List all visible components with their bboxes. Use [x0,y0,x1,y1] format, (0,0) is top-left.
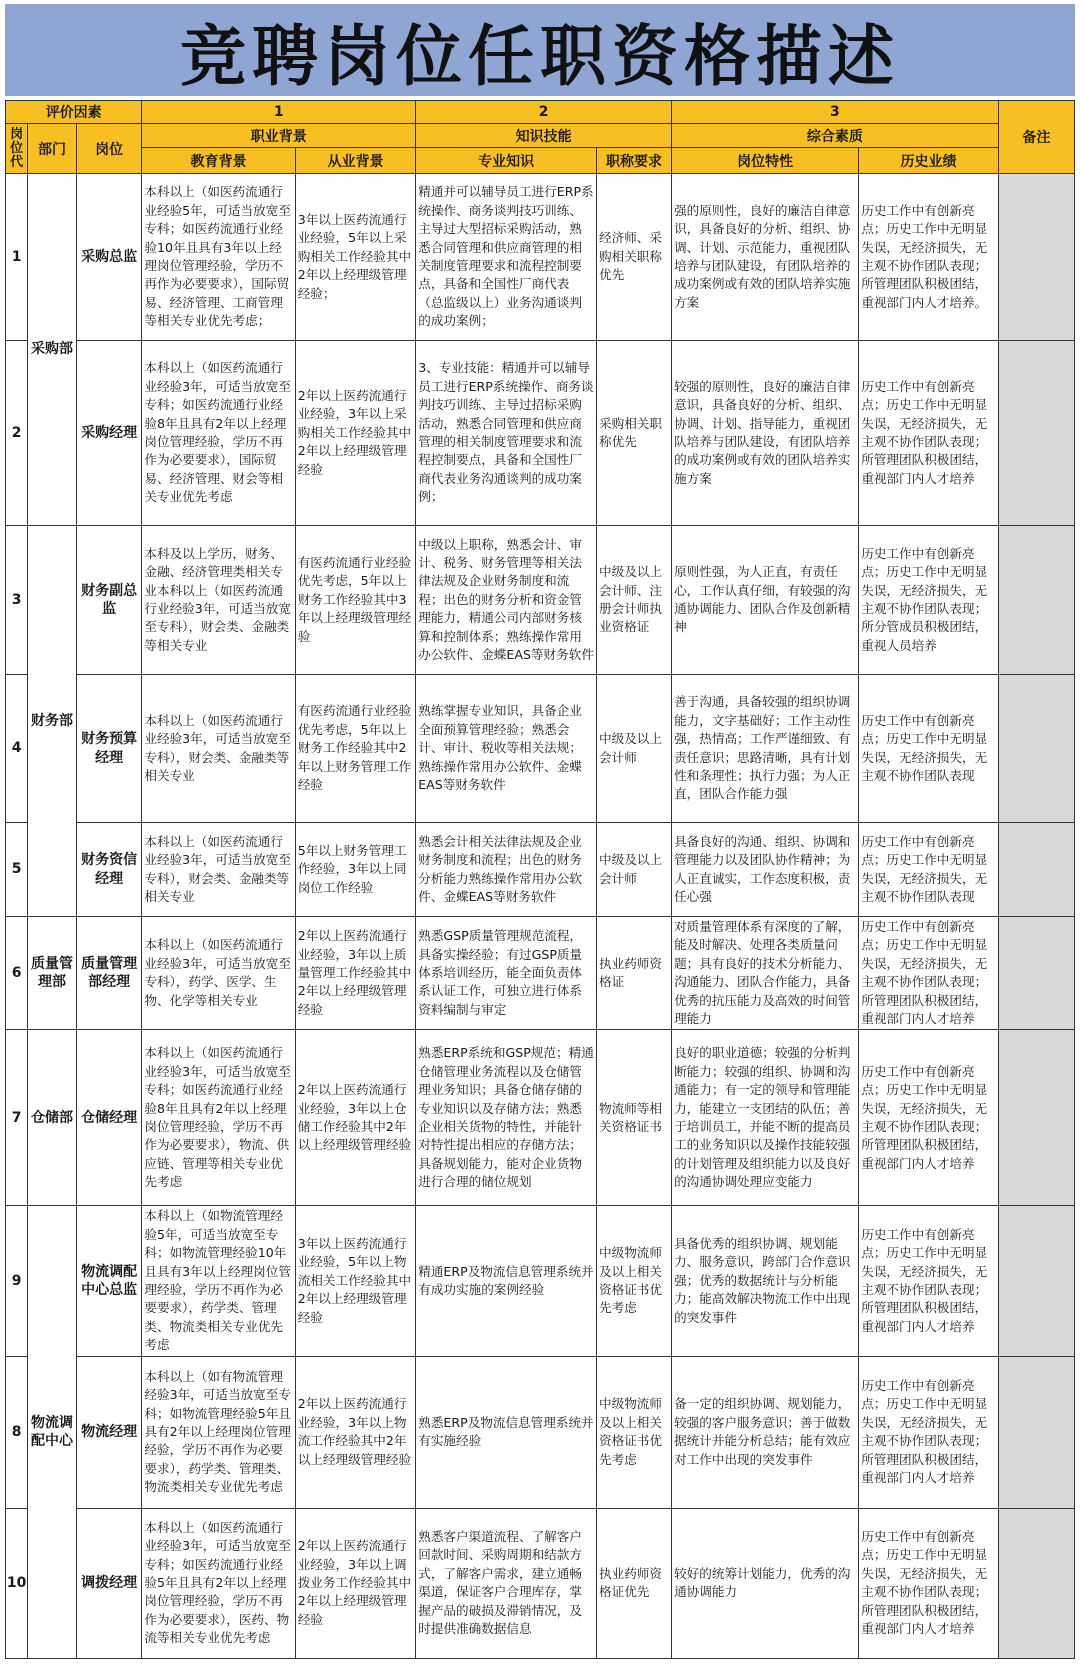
performance-cell: 历史工作中有创新亮点；历史工作中无明显失误，无经济损失，无主观不协作团队表现；所管理团队积极团结，重视部门内人才培养 [859,1030,999,1206]
education-cell: 本科以上（如医药流通行业经验5年，可适当放宽至专科；如医药流通行业经验10年且具有3年以上经理岗位管理经验，学历不再作为必要要求），国际贸易、经济管理、工商管理等相关专业优先考虑； [142,174,295,341]
col-education-header: 教育背景 [142,148,295,174]
title-banner [5,4,1075,96]
row-number: 10 [6,1508,28,1658]
table-row [6,1206,1075,1356]
performance-cell: 历史工作中有创新亮点；历史工作中无明显失误，无经济损失，无主观不协作团队表现；所管理团队积极团结，重视部门内人才培养 [859,1508,999,1658]
education-cell: 本科以上（如医药流通行业经验3年，可适当放宽至专科），财会类、金融类等相关专业 [142,823,295,917]
table-row [6,526,1075,675]
knowledge-cell: 熟悉会计相关法律法规及企业财务制度和流程；出色的财务分析能力熟练操作常用办公软件、金蝶EAS等财务软件 [416,823,597,917]
page-title: 竞聘岗位任职资格描述 [180,17,900,95]
cat-career-header: 职业背景 [142,124,416,148]
performance-cell: 历史工作中有创新亮点；历史工作中无明显失误，无经济损失，无主观不协作团队表现；所管理团队积极团结，重视部门内人才培养 [859,917,999,1030]
knowledge-cell: 中级以上职称，熟悉会计、审计、税务、财务管理等相关法律法规及企业财务制度和流程；出色的财务分析和资金管理能力，精通公司内部财务核算和控制体系；熟练操作常用办公软件、金蝶EAS等财务软件 [416,526,597,675]
performance-cell: 历史工作中有创新亮点；历史工作中无明显失误，无经济损失，无主观不协作团队表现；所管理团队积极团结，重视部门内人才培养 [859,1206,999,1356]
post-cell: 质量管理部经理 [76,917,142,1030]
remark-header: 备注 [998,101,1074,174]
education-cell: 本科以上（如有物流管理经验3年，可适当放宽至专科；如物流管理经验5年且具有2年以上经理岗位管理经验，学历不再作为必要要求），药学类、管理类、物流类相关专业优先考虑 [142,1356,295,1508]
experience-cell: 2年以上医药流通行业经验，3年以上采购相关工作经验其中2年以上经理级管理经验 [295,341,416,526]
title-requirement-cell: 执业药师资格证优先 [597,1508,672,1658]
knowledge-cell: 熟悉ERP系统和GSP规范；精通仓储管理业务流程以及仓储管理业务知识；具备仓储存储的专业知识以及存储方法；熟悉企业相关货物的特性，并能针对特性提出相应的存储方法；具备规划能力，能对企业货物进行合理的储位规划 [416,1030,597,1206]
remark-cell [998,174,1074,341]
dept-cell: 质量管理部 [28,917,77,1030]
experience-cell: 2年以上医药流通行业经验，3年以上物流工作经验其中2年以上经理级管理经验 [295,1356,416,1508]
table-row [6,1356,1075,1508]
post-cell: 物流调配中心总监 [76,1206,142,1356]
post-header: 岗位 [76,124,142,174]
knowledge-cell: 熟练掌握专业知识，具备企业全面预算管理经验；熟悉会计、审计、税收等相关法规；熟练操作常用办公软件、金蝶EAS等财务软件 [416,675,597,823]
trait-cell: 备一定的组织协调、规划能力，较强的客户服务意识；善于做数据统计并能分析总结；能有效应对工作中出现的突发事件 [672,1356,859,1508]
dept-cell: 财务部 [28,526,77,917]
remark-cell [998,1030,1074,1206]
row-number: 2 [6,341,28,526]
title-requirement-cell: 中级物流师及以上相关资格证书优先考虑 [597,1206,672,1356]
post-cell: 采购经理 [76,341,142,526]
qualification-table [5,100,1075,1659]
remark-cell [998,1356,1074,1508]
remark-cell [998,917,1074,1030]
experience-cell: 2年以上医药流通行业经验，3年以上质量管理工作经验其中2年以上经理级管理经验 [295,917,416,1030]
trait-cell: 具备优秀的组织协调、规划能力、服务意识，跨部门合作意识强；优秀的数据统计与分析能力；能高效解决物流工作中出现的突发事件 [672,1206,859,1356]
knowledge-cell: 熟悉GSP质量管理规范流程，具备实操经验；有过GSP质量体系培训经历，能全面负责体系认证工作，可独立进行体系资料编制与审定 [416,917,597,1030]
remark-cell [998,341,1074,526]
title-requirement-cell: 中级物流师及以上相关资格证书优先考虑 [597,1356,672,1508]
col-title-header: 职称要求 [597,148,672,174]
education-cell: 本科及以上学历，财务、金融、经济管理类相关专业本科以上（如医药流通行业经验3年，可适当放宽至专科），财会类、金融类等相关专业 [142,526,295,675]
knowledge-cell: 精通并可以辅导员工进行ERP系统操作、商务谈判技巧训练、主导过大型招标采购活动，熟悉合同管理和供应商管理的相关制度管理要求和流程控制要点，具备和全国性厂商代表（总监级以上）业务沟通谈判的成功案例； [416,174,597,341]
row-number: 5 [6,823,28,917]
table-row [6,1030,1075,1206]
group-2-header: 2 [416,101,672,124]
table-row [6,917,1075,1030]
education-cell: 本科以上（如物流管理经验5年，可适当放宽至专科；如物流管理经验10年且具有3年以上经理岗位管理经验，学历不再作为必要要求），药学类、管理类、物流类相关专业优先考虑 [142,1206,295,1356]
group-1-header: 1 [142,101,416,124]
knowledge-cell: 熟悉客户渠道流程、了解客户回款时间、采购周期和结款方式，了解客户需求，建立通畅渠道，保证客户合理库存，掌握产品的破损及滞销情况，及时提供准确数据信息 [416,1508,597,1658]
post-cell: 财务副总监 [76,526,142,675]
trait-cell: 对质量管理体系有深度的了解，能及时解决、处理各类质量问题；具有良好的技术分析能力、沟通能力、团队合作能力，具备优秀的抗压能力及高效的时间管理能力 [672,917,859,1030]
table-row [6,1508,1075,1658]
knowledge-cell: 精通ERP及物流信息管理系统并有成功实施的案例经验 [416,1206,597,1356]
table-row [6,675,1075,823]
education-cell: 本科以上（如医药流通行业经验3年，可适当放宽至专科），财会类、金融类等相关专业 [142,675,295,823]
remark-cell [998,1206,1074,1356]
dept-cell: 物流调配中心 [28,1206,77,1658]
post-cell: 财务预算经理 [76,675,142,823]
experience-cell: 3年以上医药流通行业经验，5年以上采购相关工作经验其中2年以上经理级管理经验； [295,174,416,341]
trait-cell: 强的原则性，良好的廉洁自律意识，具备良好的分析、组织、协调、计划、示范能力，重视团队培养与团队建设，有团队培养的成功案例或有效的团队培养实施方案 [672,174,859,341]
remark-cell [998,823,1074,917]
education-cell: 本科以上（如医药流通行业经验3年，可适当放宽至专科；如医药流通行业经验8年且具有2年以上经理岗位管理经验，学历不再作为必要要求），物流、供应链、管理等相关专业优先考虑 [142,1030,295,1206]
col-performance-header: 历史业绩 [859,148,999,174]
knowledge-cell: 熟悉ERP及物流信息管理系统并有实施经验 [416,1356,597,1508]
title-requirement-cell: 物流师等相关资格证书 [597,1030,672,1206]
title-requirement-cell: 中级及以上会计师 [597,675,672,823]
experience-cell: 有医药流通行业经验优先考虑，5年以上财务工作经验其中3年以上经理级管理经验 [295,526,416,675]
col-knowledge-header: 专业知识 [416,148,597,174]
table-row [6,174,1075,341]
trait-cell: 较强的原则性，良好的廉洁自律意识，具备良好的分析、组织、协调、计划、指导能力，重视团队培养与团队建设，有团队培养的成功案例或有效的团队培养实施方案 [672,341,859,526]
trait-cell: 善于沟通，具备较强的组织协调能力，文字基础好；工作主动性强，热情高；工作严谨细致、有责任意识；思路清晰，具有计划性和条理性；执行力强；为人正直，团队合作能力强 [672,675,859,823]
dept-cell: 采购部 [28,174,77,526]
experience-cell: 2年以上医药流通行业经验，3年以上调拨业务工作经验其中2年以上经理级管理经验 [295,1508,416,1658]
experience-cell: 3年以上医药流通行业经验，5年以上物流相关工作经验其中2年以上经理级管理经验 [295,1206,416,1356]
index-header: 岗位代 [6,124,28,174]
performance-cell: 历史工作中有创新亮点；历史工作中无明显失误，无经济损失，无主观不协作团队表现；所分管成员积极团结，重视人员培养 [859,526,999,675]
header-row-3 [6,148,1075,174]
knowledge-cell: 3、专业技能：精通并可以辅导员工进行ERP系统操作、商务谈判技巧训练、主导过招标采购活动，熟悉合同管理和供应商管理的相关制度管理要求和流程控制要点，具备和全国性厂商代表业务沟通谈判的成功案例； [416,341,597,526]
row-number: 6 [6,917,28,1030]
table-row [6,341,1075,526]
remark-cell [998,1508,1074,1658]
remark-cell [998,675,1074,823]
post-cell: 物流经理 [76,1356,142,1508]
row-number: 9 [6,1206,28,1356]
performance-cell: 历史工作中有创新亮点；历史工作中无明显失误，无经济损失，无主观不协作团队表现；所管理团队积极团结，重视部门内人才培养。 [859,174,999,341]
title-requirement-cell: 经济师、采购相关职称优先 [597,174,672,341]
performance-cell: 历史工作中有创新亮点；历史工作中无明显失误，无经济损失，无主观不协作团队表现 [859,675,999,823]
row-number: 1 [6,174,28,341]
group-3-header: 3 [672,101,999,124]
table-row [6,823,1075,917]
row-number: 3 [6,526,28,675]
experience-cell: 有医药流通行业经验优先考虑，5年以上财务工作经验其中2年以上财务管理工作经验 [295,675,416,823]
row-number: 7 [6,1030,28,1206]
cat-knowledge-header: 知识技能 [416,124,672,148]
title-requirement-cell: 执业药师资格证 [597,917,672,1030]
education-cell: 本科以上（如医药流通行业经验3年，可适当放宽至专科），药学、医学、生物、化学等相关专业 [142,917,295,1030]
trait-cell: 较好的统筹计划能力，优秀的沟通协调能力 [672,1508,859,1658]
experience-cell: 5年以上财务管理工作经验，3年以上同岗位工作经验 [295,823,416,917]
post-cell: 仓储经理 [76,1030,142,1206]
trait-cell: 原则性强，为人正直，有责任心，工作认真仔细，有较强的沟通协调能力、团队合作及创新精神 [672,526,859,675]
post-cell: 采购总监 [76,174,142,341]
performance-cell: 历史工作中有创新亮点；历史工作中无明显失误，无经济损失，无主观不协作团队表现；所管理团队积极团结，重视部门内人才培养 [859,1356,999,1508]
col-experience-header: 从业背景 [295,148,416,174]
post-cell: 财务资信经理 [76,823,142,917]
row-number: 8 [6,1356,28,1508]
eval-factor-header: 评价因素 [6,101,142,124]
post-cell: 调拨经理 [76,1508,142,1658]
trait-cell: 具备良好的沟通、组织、协调和管理能力以及团队协作精神；为人正直诚实，工作态度积极，责任心强 [672,823,859,917]
performance-cell: 历史工作中有创新亮点；历史工作中无明显失误，无经济损失，无主观不协作团队表现 [859,823,999,917]
header-row-2 [6,124,1075,148]
title-requirement-cell: 中级及以上会计师、注册会计师执业资格证 [597,526,672,675]
education-cell: 本科以上（如医药流通行业经验3年，可适当放宽至专科；如医药流通行业经验5年且具有2年以上经理岗位管理经验，学历不再作为必要要求），医药、物流等相关专业优先考虑 [142,1508,295,1658]
experience-cell: 2年以上医药流通行业经验，3年以上仓储工作经验其中2年以上经理级管理经验 [295,1030,416,1206]
performance-cell: 历史工作中有创新亮点；历史工作中无明显失误，无经济损失，无主观不协作团队表现；所管理团队积极团结，重视部门内人才培养 [859,341,999,526]
education-cell: 本科以上（如医药流通行业经验3年，可适当放宽至专科；如医药流通行业经验8年且具有2年以上经理岗位管理经验，学历不再作为必要要求），国际贸易、经济管理、财会等相关专业优先考虑 [142,341,295,526]
row-number: 4 [6,675,28,823]
dept-cell: 仓储部 [28,1030,77,1206]
title-requirement-cell: 采购相关职称优先 [597,341,672,526]
trait-cell: 良好的职业道德；较强的分析判断能力；较强的组织、协调和沟通能力；有一定的领导和管理能力，能建立一支团结的队伍；善于培训员工，并能不断的提高员工的业务知识以及操作技能较强的计划管理及组织能力以及良好的沟通协调处理应变能力 [672,1030,859,1206]
remark-cell [998,526,1074,675]
cat-quality-header: 综合素质 [672,124,999,148]
title-requirement-cell: 中级及以上会计师 [597,823,672,917]
dept-header: 部门 [28,124,77,174]
header-row-1 [6,101,1075,124]
col-trait-header: 岗位特性 [672,148,859,174]
